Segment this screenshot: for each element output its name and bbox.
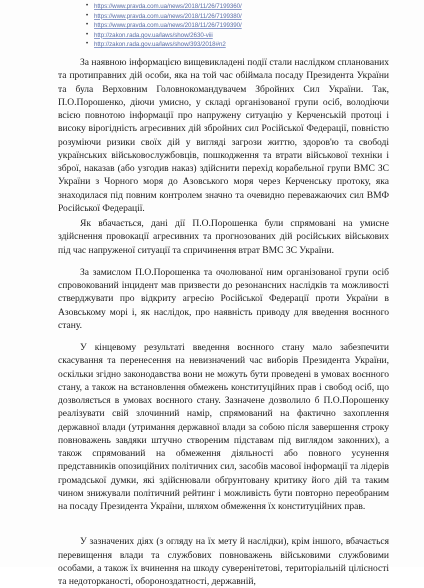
- bullet-icon: •: [86, 12, 89, 19]
- paragraph: У зазначених діях (з огляду на їх мету й наслідки), крім іншого, вбачається перевищення влади та службових повноважень військовими службовими особами, а також їх вчинення на шкоду суверенітетові, територіальній цілісності та недоторканості, обороноздатності, державній,: [58, 536, 389, 587]
- bullet-icon: •: [86, 3, 89, 9]
- document-body: [58, 56, 389, 588]
- list-item: [86, 12, 386, 22]
- source-link[interactable]: https://www.pravda.com.ua/news/2018/11/26/7199360/: [94, 3, 242, 10]
- source-links-list: [86, 2, 386, 50]
- list-item: [86, 21, 386, 31]
- bullet-icon: •: [86, 22, 89, 29]
- source-link[interactable]: https://www.pravda.com.ua/news/2018/11/26/7199390/: [94, 22, 242, 30]
- list-item: [86, 31, 386, 41]
- paragraph: Як вбачається, дані дії П.О.Порошенка були спрямовані на умисне здійснення провокації агресивних та прогнозованих дій російських військових під час напруженої ситуації та спричинення втрат ВМС ЗС України.: [58, 218, 389, 256]
- list-item: [86, 40, 386, 50]
- paragraph: За замислом П.О.Порошенка та очолюваної ним організованої групи осіб спровокований інцидент мав призвести до резонансних наслідків та можливості стверджувати про відкриту агресію Російської Федерації проти України в Азовському морі і, як наслідок, про наявність приводу для введення воєнного стану.: [58, 266, 389, 331]
- paragraph: У кінцевому результаті введення воєнного стану мало забезпечити скасування та перенесення на невизначений час виборів Президента України, оскільки згідно законодавства вони не можуть бути проведені в умовах воєнного стану, а також на встановлення обмежень конституційних прав і свобод осіб, що дозволяється в умовах воєнного стану. Зазначене дозволило б П.О.Порошенку реалізувати свій злочинний намір, спрямований на фактично захоплення державної влади (утримання державної влади за собою після завершення строку повноважень завдяки штучно створеним підставам під виглядом законних), а також спрямований на обмеження діяльності або повного усунення представників опозиційних політичних сил, засобів масової інформації та лідерів громадської думки, які здійснювали обґрунтовану критику його дій та таким чином знижували політичний рейтинг і можливість бути повторно переобраним на посаду Президента України, шляхом обмеження їх конституційних прав.: [58, 342, 389, 512]
- bullet-icon: •: [86, 41, 89, 48]
- list-item: [86, 2, 386, 12]
- source-link[interactable]: https://www.pravda.com.ua/news/2018/11/26/7199380/: [94, 12, 242, 20]
- paragraph: За наявною інформацією вищевикладені події стали наслідком спланованих та протиправних дій особи, яка на той час обіймала посаду Президента України та була Верховним Головнокомандувачем Збройних Сил України. Так, П.О.Порошенко, діючи умисно, у складі організованої групи осіб, володіючи всією повнотою інформації про напружену ситуацію у Керченській протоці і високу вірогідність агресивних дій збройних сил Російської Федерації, повністю розуміючи ризики своїх дій у вигляді загрози життю, здоров'ю та свободі українських військовослужбовців, пошкодження та втрати військової техніки і зброї, наказав (або узгодив наказ) здійснити перехід корабельної групи ВМС ЗС України з Чорного моря до Азовського моря через Керченську протоку, яка знаходилася під повним контролем значно та очевидно переважаючих сил ВМФ Російської Федерації.: [58, 57, 389, 214]
- bullet-icon: •: [86, 31, 89, 38]
- source-link[interactable]: http://zakon.rada.gov.ua/laws/show/393/2018#n2: [94, 41, 226, 49]
- source-link[interactable]: http://zakon.rada.gov.ua/laws/show/2630-viii: [94, 31, 213, 39]
